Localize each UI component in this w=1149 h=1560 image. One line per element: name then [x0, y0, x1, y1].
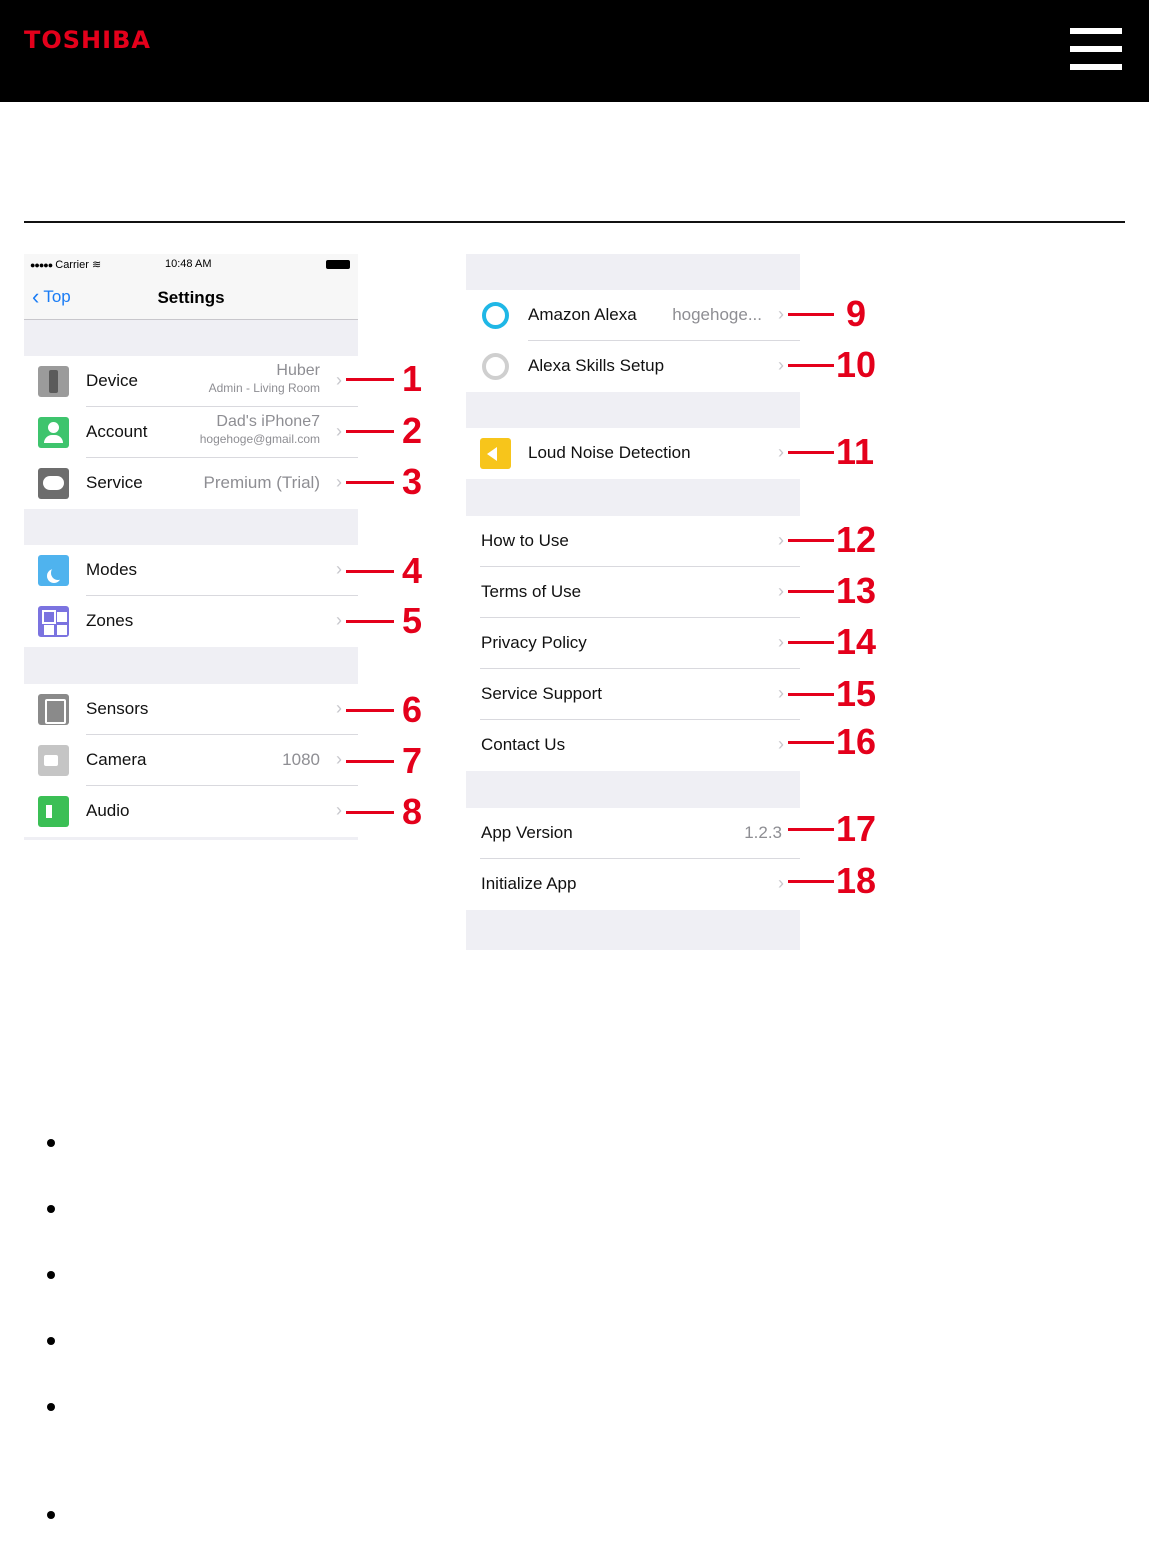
chevron-right-icon: ›	[778, 683, 784, 703]
settings-row-privacy[interactable]	[466, 618, 800, 669]
settings-row-device[interactable]	[24, 356, 358, 407]
loud-noise-icon	[480, 438, 511, 469]
list-item	[47, 1337, 55, 1345]
row-label: Modes	[86, 560, 138, 579]
callout-15: 15	[788, 673, 888, 715]
alexa-skills-ring-icon	[482, 353, 509, 380]
speaker-icon	[38, 796, 69, 827]
chevron-right-icon: ›	[336, 800, 342, 820]
callout-2: 2	[346, 410, 426, 452]
settings-row-audio[interactable]	[24, 786, 358, 837]
chevron-right-icon: ›	[778, 873, 784, 893]
list-item	[47, 1511, 55, 1519]
row-label: Terms of Use	[481, 582, 582, 601]
chevron-right-icon: ›	[336, 749, 342, 769]
settings-row-modes[interactable]	[24, 545, 358, 596]
settings-row-initialize-app[interactable]	[466, 859, 800, 910]
zones-grid-icon	[38, 606, 69, 637]
battery-icon	[326, 260, 350, 269]
callout-1: 1	[346, 358, 426, 400]
row-label: Loud Noise Detection	[528, 443, 691, 462]
row-label: Privacy Policy	[481, 633, 587, 652]
carrier-label: Carrier	[55, 259, 89, 271]
callout-12: 12	[788, 519, 888, 561]
callout-6: 6	[346, 689, 426, 731]
chevron-right-icon: ›	[336, 698, 342, 718]
cloud-camera-icon	[38, 468, 69, 499]
settings-row-contact-us[interactable]	[466, 720, 800, 771]
row-label: Alexa Skills Setup	[528, 356, 665, 375]
settings-row-alexa-skills[interactable]	[466, 341, 800, 392]
list-item	[47, 1403, 55, 1411]
status-bar: ●●●●● Carrier ≋ 10:48 AM	[24, 254, 358, 276]
settings-row-app-version	[466, 808, 800, 859]
account-icon	[38, 417, 69, 448]
settings-row-zones[interactable]	[24, 596, 358, 647]
moon-icon	[38, 555, 69, 586]
settings-row-service[interactable]	[24, 458, 358, 509]
settings-row-loud-noise[interactable]	[466, 428, 800, 479]
row-value: 1080	[282, 750, 320, 769]
camera-icon	[38, 745, 69, 776]
callout-3: 3	[346, 461, 426, 503]
chevron-right-icon: ›	[778, 304, 784, 324]
callout-16: 16	[788, 721, 888, 763]
device-icon	[38, 366, 69, 397]
row-label: Sensors	[86, 699, 149, 718]
chevron-right-icon: ›	[336, 370, 342, 390]
settings-row-how-to-use[interactable]	[466, 516, 800, 567]
callout-8: 8	[346, 791, 426, 833]
row-label: Initialize App	[481, 874, 577, 893]
chevron-right-icon: ›	[336, 610, 342, 630]
list-item	[47, 1139, 55, 1147]
chevron-right-icon: ›	[778, 632, 784, 652]
chevron-right-icon: ›	[336, 559, 342, 579]
nav-bar	[24, 276, 358, 320]
status-time: 10:48 AM	[165, 258, 212, 270]
toshiba-logo[interactable]: TOSHIBA	[24, 26, 151, 54]
callout-4: 4	[346, 550, 426, 592]
settings-screen-left	[24, 254, 358, 840]
row-value: Dad's iPhone7 hogehoge@gmail.com	[199, 413, 320, 446]
site-header	[0, 0, 1149, 102]
divider	[24, 221, 1125, 223]
row-value: Premium (Trial)	[203, 473, 320, 492]
row-value: hogehoge...	[672, 305, 762, 324]
callout-18: 18	[788, 860, 888, 902]
list-item	[47, 1205, 55, 1213]
callout-13: 13	[788, 570, 888, 612]
chevron-right-icon: ›	[336, 472, 342, 492]
sensor-icon	[38, 694, 69, 725]
alexa-ring-icon	[482, 302, 509, 329]
row-label: Service	[86, 473, 143, 492]
callout-10: 10	[788, 344, 888, 386]
row-label: Device	[86, 371, 138, 390]
row-label: Audio	[86, 801, 130, 820]
callout-9: 9	[788, 293, 888, 335]
back-label: Top	[43, 287, 71, 306]
chevron-left-icon: ‹	[32, 284, 40, 309]
chevron-right-icon: ›	[778, 734, 784, 754]
row-value: Huber Admin - Living Room	[208, 362, 320, 395]
settings-row-sensors[interactable]	[24, 684, 358, 735]
page-title: Settings	[157, 288, 225, 307]
settings-row-service-support[interactable]	[466, 669, 800, 720]
settings-row-camera[interactable]	[24, 735, 358, 786]
chevron-right-icon: ›	[778, 442, 784, 462]
row-label: How to Use	[481, 531, 569, 550]
chevron-right-icon: ›	[778, 581, 784, 601]
list-item	[47, 1271, 55, 1279]
row-label: Account	[86, 422, 148, 441]
hamburger-menu-icon[interactable]	[1068, 26, 1124, 76]
row-value: 1.2.3	[744, 823, 782, 842]
row-label: Service Support	[481, 684, 602, 703]
settings-row-account[interactable]	[24, 407, 358, 458]
callout-11: 11	[788, 431, 888, 473]
row-label: Zones	[86, 611, 134, 630]
settings-screen-right	[466, 254, 800, 950]
settings-row-amazon-alexa[interactable]	[466, 290, 800, 341]
callout-7: 7	[346, 740, 426, 782]
wifi-icon: ≋	[91, 259, 102, 271]
row-label: App Version	[481, 823, 573, 842]
settings-row-terms[interactable]	[466, 567, 800, 618]
callout-5: 5	[346, 600, 426, 642]
row-label: Camera	[86, 750, 147, 769]
chevron-right-icon: ›	[778, 355, 784, 375]
callout-14: 14	[788, 621, 888, 663]
row-label: Amazon Alexa	[528, 305, 637, 324]
chevron-right-icon: ›	[336, 421, 342, 441]
chevron-right-icon: ›	[778, 530, 784, 550]
row-label: Contact Us	[481, 735, 566, 754]
callout-17: 17	[788, 808, 888, 850]
